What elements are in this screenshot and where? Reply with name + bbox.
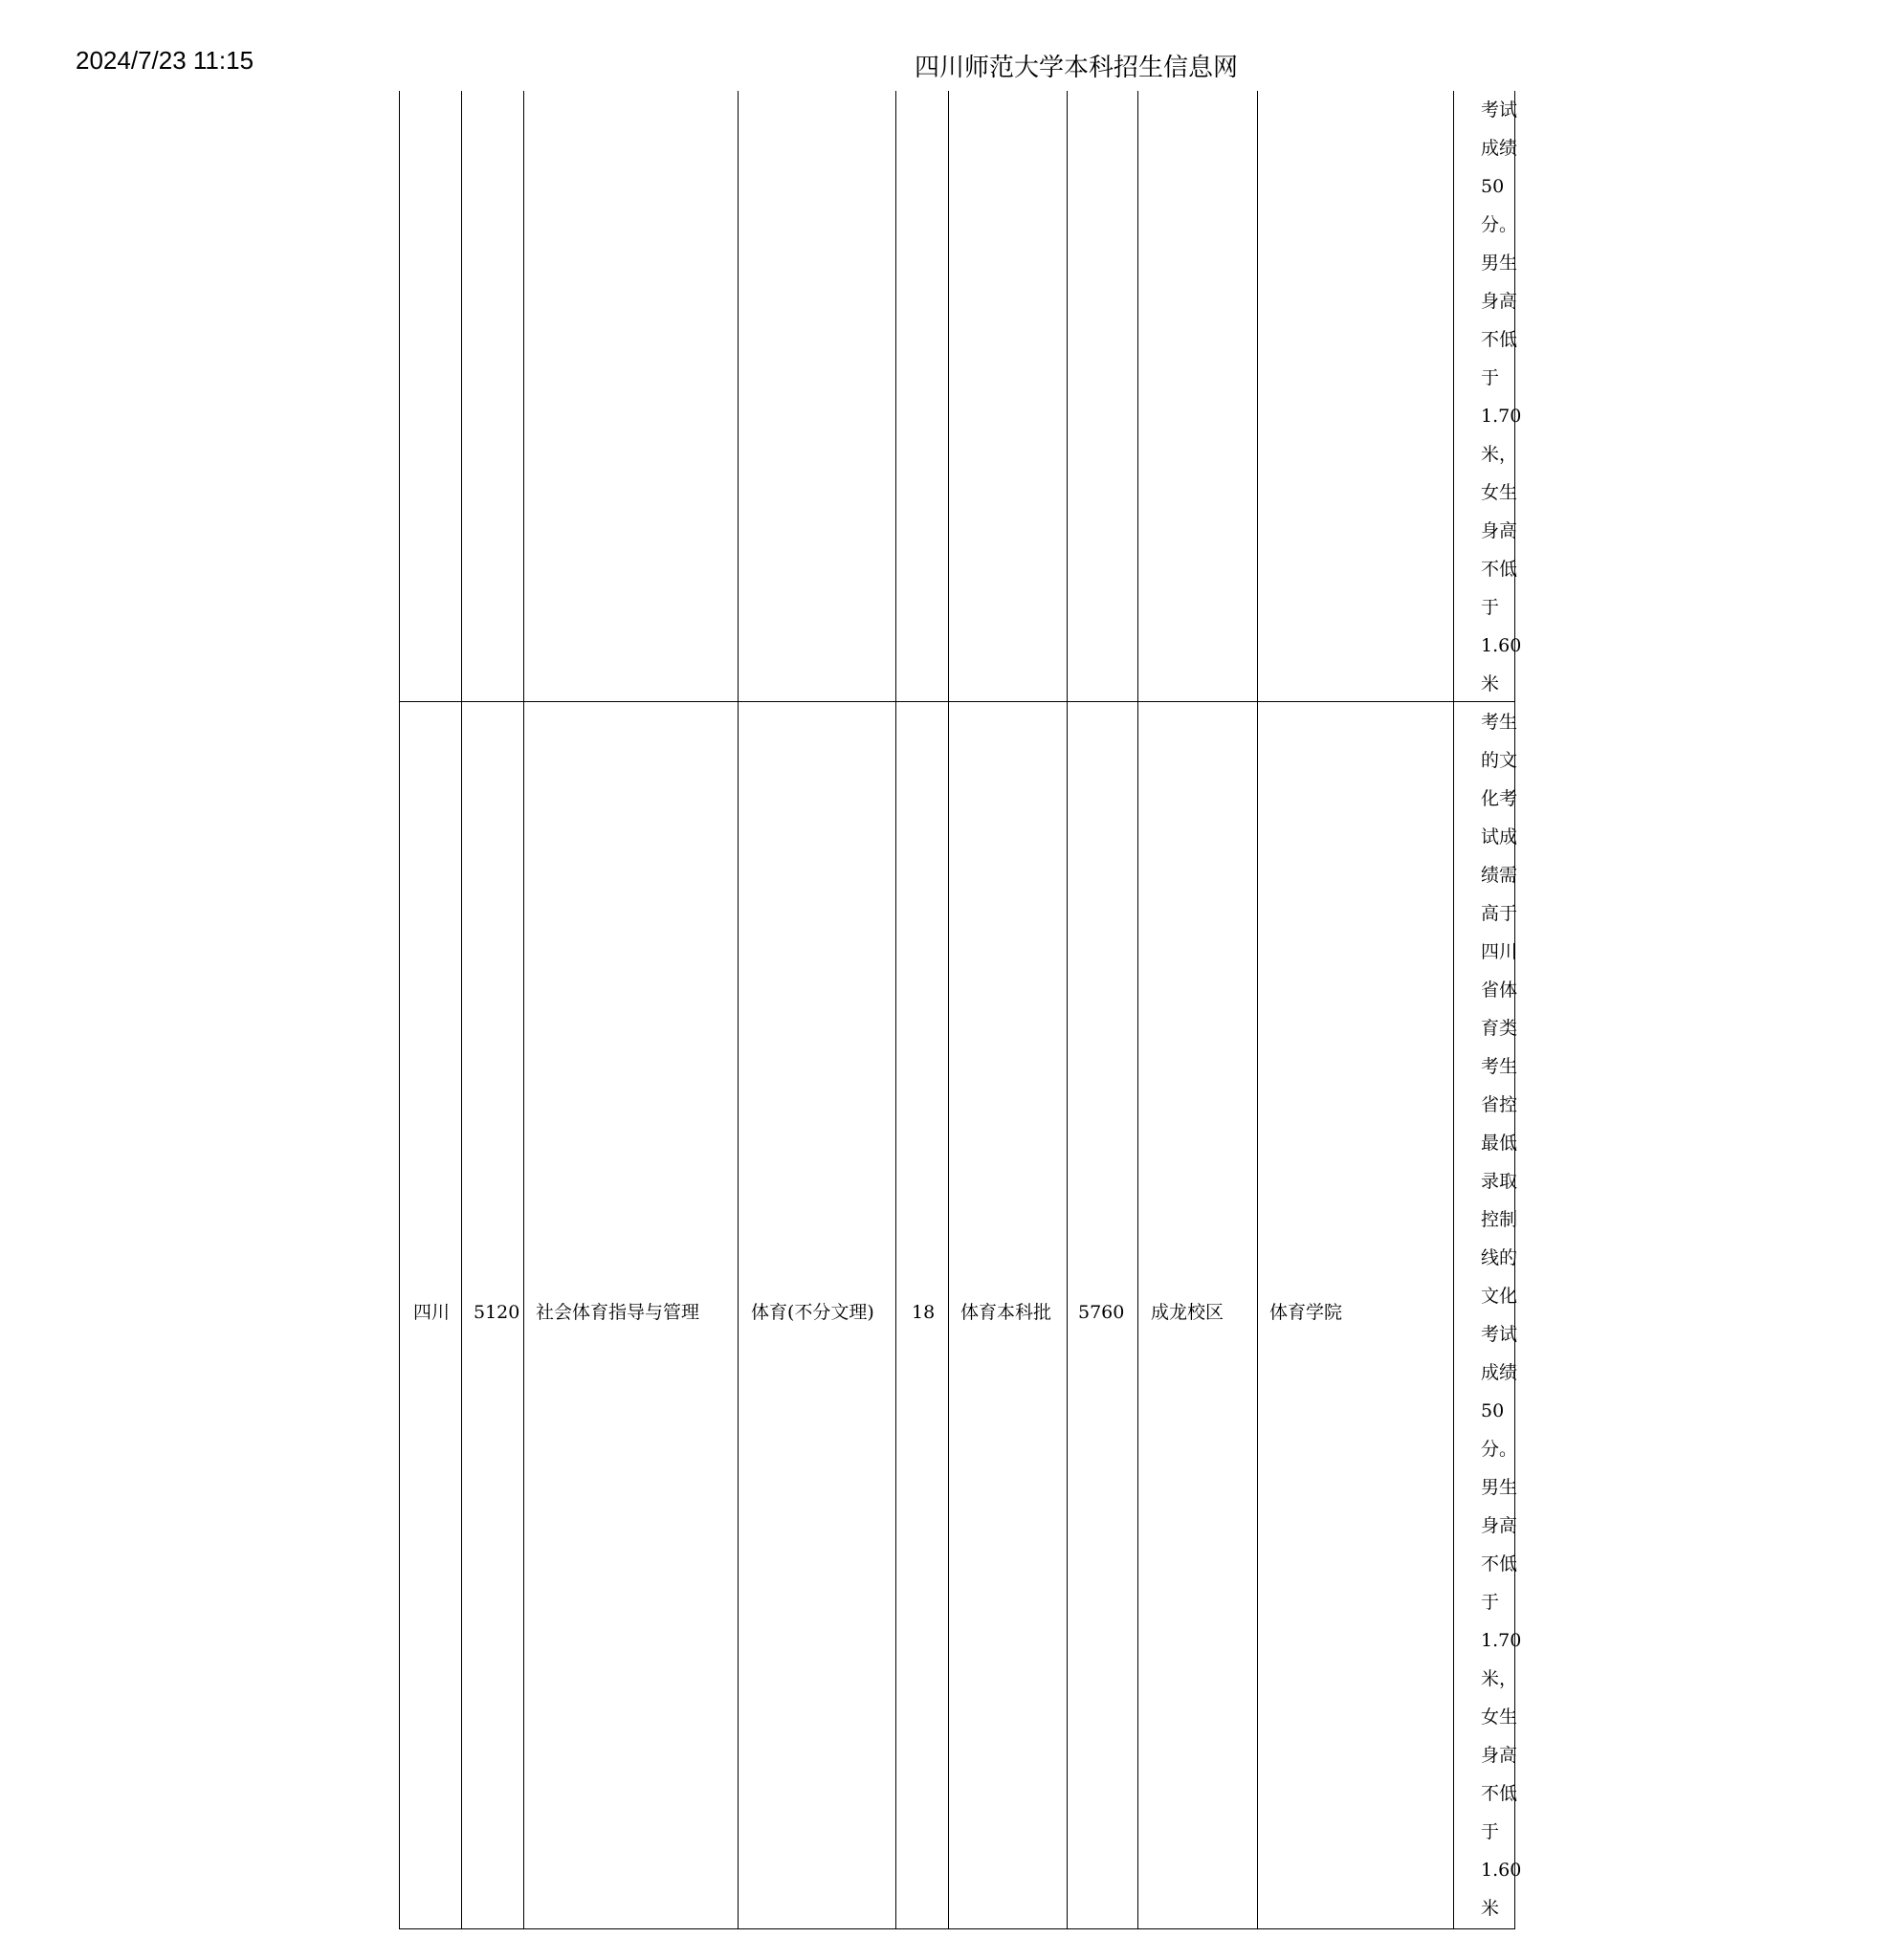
column-divider (1067, 91, 1068, 1928)
column-divider (1257, 91, 1258, 1928)
province-cell: 四川 (413, 1302, 451, 1323)
category-cell: 体育(不分文理) (751, 1302, 874, 1323)
college-cell: 体育学院 (1269, 1302, 1343, 1323)
column-divider (461, 91, 462, 1928)
campus-cell: 成龙校区 (1151, 1302, 1224, 1323)
table-row-2-remarks: 考生 的文 化考 试成 绩需 高于 四川 省体 育类 考生 省控 最低 录取 控制 线的 文化 考试 成绩 50 分。 男生 身高 不低 于 1.70 米， 女生 身高 不低 于 1.60 米 (1481, 712, 1522, 1919)
major-cell: 社会体育指导与管理 (536, 1302, 700, 1323)
admission-table (399, 91, 1522, 1929)
column-divider (1453, 91, 1454, 1928)
print-datetime: 2024/7/23 11:15 (76, 46, 254, 75)
batch-cell: 体育本科批 (960, 1302, 1052, 1323)
row-divider (400, 701, 1514, 702)
tuition-cell: 5760 (1078, 1302, 1125, 1323)
page-title: 四川师范大学本科招生信息网 (914, 54, 1238, 82)
table-row-1-remarks: 考试 成绩 50 分。 男生 身高 不低 于 1.70 米， 女生 身高 不低 于 1.60 米 (1481, 99, 1522, 694)
code-cell: 5120 (474, 1302, 520, 1323)
column-divider (738, 91, 739, 1928)
column-divider (523, 91, 524, 1928)
plan-count-cell: 18 (912, 1302, 936, 1323)
column-divider (895, 91, 896, 1928)
column-divider (948, 91, 949, 1928)
column-divider (1137, 91, 1138, 1928)
